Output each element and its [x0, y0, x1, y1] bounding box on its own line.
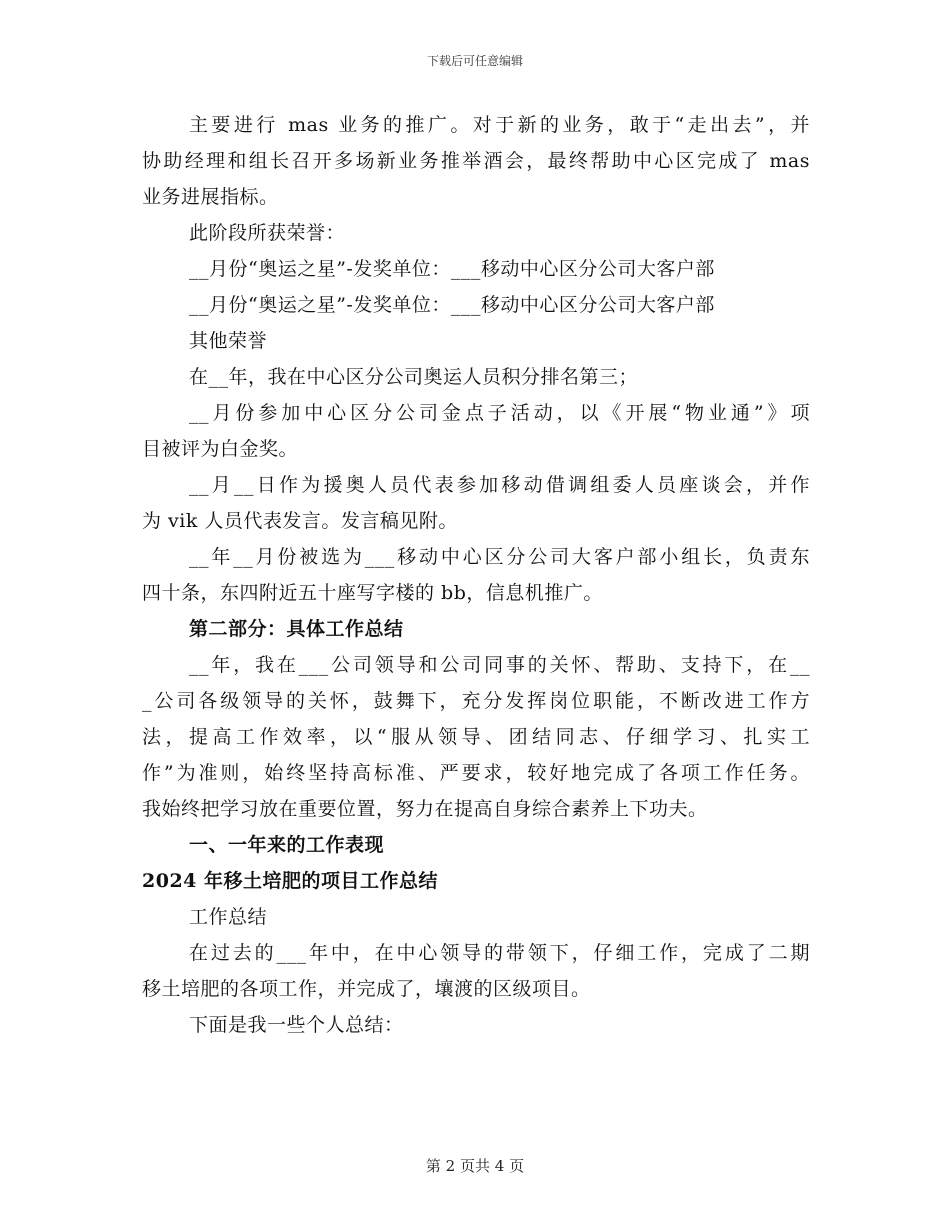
text-line: 法，提高工作效率，以“服从领导、团结同志、仔细学习、扎实工 — [142, 726, 810, 748]
document-body — [142, 107, 810, 1043]
text-line: __年__月份被选为___移动中心区分公司大客户部小组长，负责东 — [189, 546, 810, 568]
text-line: 四十条，东四附近五十座写字楼的 bb，信息机推广。 — [142, 582, 603, 604]
text-line: 工作总结 — [189, 906, 268, 928]
text-line: 业务进展指标。 — [142, 186, 279, 208]
text-line: 主要进行 mas 业务的推广。对于新的业务，敢于“走出去”，并 — [189, 114, 810, 136]
text-line: 我始终把学习放在重要位置，努力在提高自身综合素养上下功夫。 — [142, 798, 708, 820]
text-line: 目被评为白金奖。 — [142, 438, 299, 460]
text-line: __月份“奥运之星”-发奖单位：___移动中心区分公司大客户部 — [189, 294, 715, 316]
text-line: __月__日作为援奥人员代表参加移动借调组委人员座谈会，并作 — [189, 474, 810, 496]
document-title: 2024 年移土培肥的项目工作总结 — [142, 870, 438, 892]
text-line: 下面是我一些个人总结： — [189, 1014, 404, 1036]
text-line: 其他荣誉 — [189, 330, 268, 352]
page-header: 下载后可任意编辑 — [426, 54, 523, 68]
section-heading: 一、一年来的工作表现 — [189, 834, 385, 856]
text-line: _公司各级领导的关怀，鼓舞下，充分发挥岗位职能，不断改进工作方 — [142, 690, 810, 712]
text-line: __年，我在___公司领导和公司同事的关怀、帮助、支持下，在__ — [189, 654, 810, 676]
text-line: 协助经理和组长召开多场新业务推举酒会，最终帮助中心区完成了 mas — [142, 150, 810, 172]
text-line: 作”为准则，始终坚持高标准、严要求，较好地完成了各项工作任务。 — [142, 762, 810, 784]
text-line: 在过去的___年中，在中心领导的带领下，仔细工作，完成了二期 — [189, 942, 810, 964]
text-line: 为 vik 人员代表发言。发言稿见附。 — [142, 510, 458, 532]
text-line: __月份参加中心区分公司金点子活动，以《开展“物业通”》项 — [189, 402, 810, 424]
text-line: __月份“奥运之星”-发奖单位：___移动中心区分公司大客户部 — [189, 258, 715, 280]
text-line: 此阶段所获荣誉： — [189, 222, 346, 244]
text-line: 在__年，我在中心区分公司奥运人员积分排名第三； — [189, 366, 639, 388]
text-line: 移土培肥的各项工作，并完成了，壤渡的区级项目。 — [142, 978, 591, 1000]
section-heading: 第二部分：具体工作总结 — [189, 618, 404, 640]
page-footer: 第 2 页共 4 页 — [425, 1157, 525, 1175]
